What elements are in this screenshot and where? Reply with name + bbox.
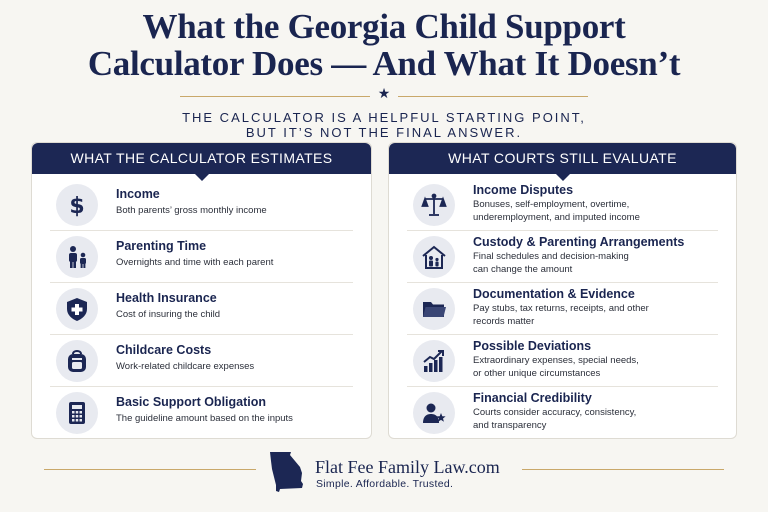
title-divider xyxy=(0,86,768,103)
parent-child-icon xyxy=(56,236,98,278)
item-description: Cost of insuring the child xyxy=(116,309,221,320)
page-title-line-1: What the Georgia Child Support xyxy=(142,7,626,46)
item-description-line-1: Pay stubs, tax returns, receipts, and other xyxy=(473,303,649,314)
item-title: Basic Support Obligation xyxy=(116,395,267,409)
item-description xyxy=(473,303,718,328)
item-title: Childcare Costs xyxy=(116,343,212,357)
panel-header: WHAT COURTS STILL EVALUATE xyxy=(389,143,736,174)
list-item xyxy=(407,387,718,439)
dollar-icon xyxy=(56,184,98,226)
item-title: Documentation & Evidence xyxy=(473,287,635,301)
courts-evaluate-panel xyxy=(388,142,737,439)
list-item xyxy=(50,283,353,335)
divider-line-left xyxy=(180,96,370,97)
item-description-line-1: Bonuses, self-employment, overtime, xyxy=(473,199,630,210)
panel-header: WHAT THE CALCULATOR ESTIMATES xyxy=(32,143,371,174)
list-item xyxy=(50,335,353,387)
item-description-line-2: can change the amount xyxy=(473,263,573,275)
list-item xyxy=(50,387,353,439)
house-family-icon xyxy=(413,236,455,278)
item-title: Possible Deviations xyxy=(473,339,592,353)
star-icon: ★ xyxy=(377,86,391,102)
item-description: Work-related childcare expenses xyxy=(116,361,255,372)
list-item xyxy=(50,179,353,231)
list-item xyxy=(407,335,718,387)
item-description-line-2: underemployment, and imputed income xyxy=(473,211,640,223)
calculator-icon xyxy=(56,392,98,434)
subtitle-line-1: THE CALCULATOR IS A HELPFUL STARTING POINT, xyxy=(182,110,586,125)
person-star-icon xyxy=(413,392,455,434)
list-item xyxy=(407,231,718,283)
page-title xyxy=(0,8,768,82)
item-description xyxy=(473,407,718,432)
item-title: Health Insurance xyxy=(116,291,217,305)
item-description-line-1: Extraordinary expenses, special needs, xyxy=(473,355,639,366)
growth-chart-icon xyxy=(413,340,455,382)
item-description xyxy=(473,355,718,380)
item-description-line-1: Final schedules and decision-making xyxy=(473,251,629,262)
item-title: Financial Credibility xyxy=(473,391,592,405)
list-item xyxy=(407,179,718,231)
item-title: Custody & Parenting Arrangements xyxy=(473,235,685,249)
brand-name: Flat Fee Family Law.com xyxy=(315,457,500,477)
item-description-line-2: records matter xyxy=(473,315,535,327)
brand-tagline: Simple. Affordable. Trusted. xyxy=(316,478,454,490)
footer-divider-right xyxy=(522,469,724,470)
item-title: Income xyxy=(116,187,160,201)
shield-plus-icon xyxy=(56,288,98,330)
item-description: The guideline amount based on the inputs xyxy=(116,413,293,424)
item-description-line-1: Courts consider accuracy, consistency, xyxy=(473,407,637,418)
list-item xyxy=(407,283,718,335)
item-description xyxy=(473,251,718,276)
item-description: Overnights and time with each parent xyxy=(116,257,274,268)
page-title-line-2: Calculator Does — And What It Doesn’t xyxy=(87,44,681,83)
item-description-line-2: or other unique circumstances xyxy=(473,367,601,379)
footer-divider-left xyxy=(44,469,256,470)
backpack-icon xyxy=(56,340,98,382)
svg-text:$: $ xyxy=(69,194,85,218)
subtitle xyxy=(0,110,768,140)
calculator-estimates-panel xyxy=(31,142,372,439)
divider-line-right xyxy=(398,96,588,97)
list-item xyxy=(50,231,353,283)
item-description-line-2: and transparency xyxy=(473,419,547,431)
scales-icon xyxy=(413,184,455,226)
item-description xyxy=(473,199,718,224)
folder-icon xyxy=(413,288,455,330)
item-title: Income Disputes xyxy=(473,183,574,197)
item-description: Both parents’ gross monthly income xyxy=(116,205,267,216)
georgia-map-icon xyxy=(267,451,305,493)
item-title: Parenting Time xyxy=(116,239,207,253)
subtitle-line-2: BUT IT’S NOT THE FINAL ANSWER. xyxy=(245,125,523,140)
